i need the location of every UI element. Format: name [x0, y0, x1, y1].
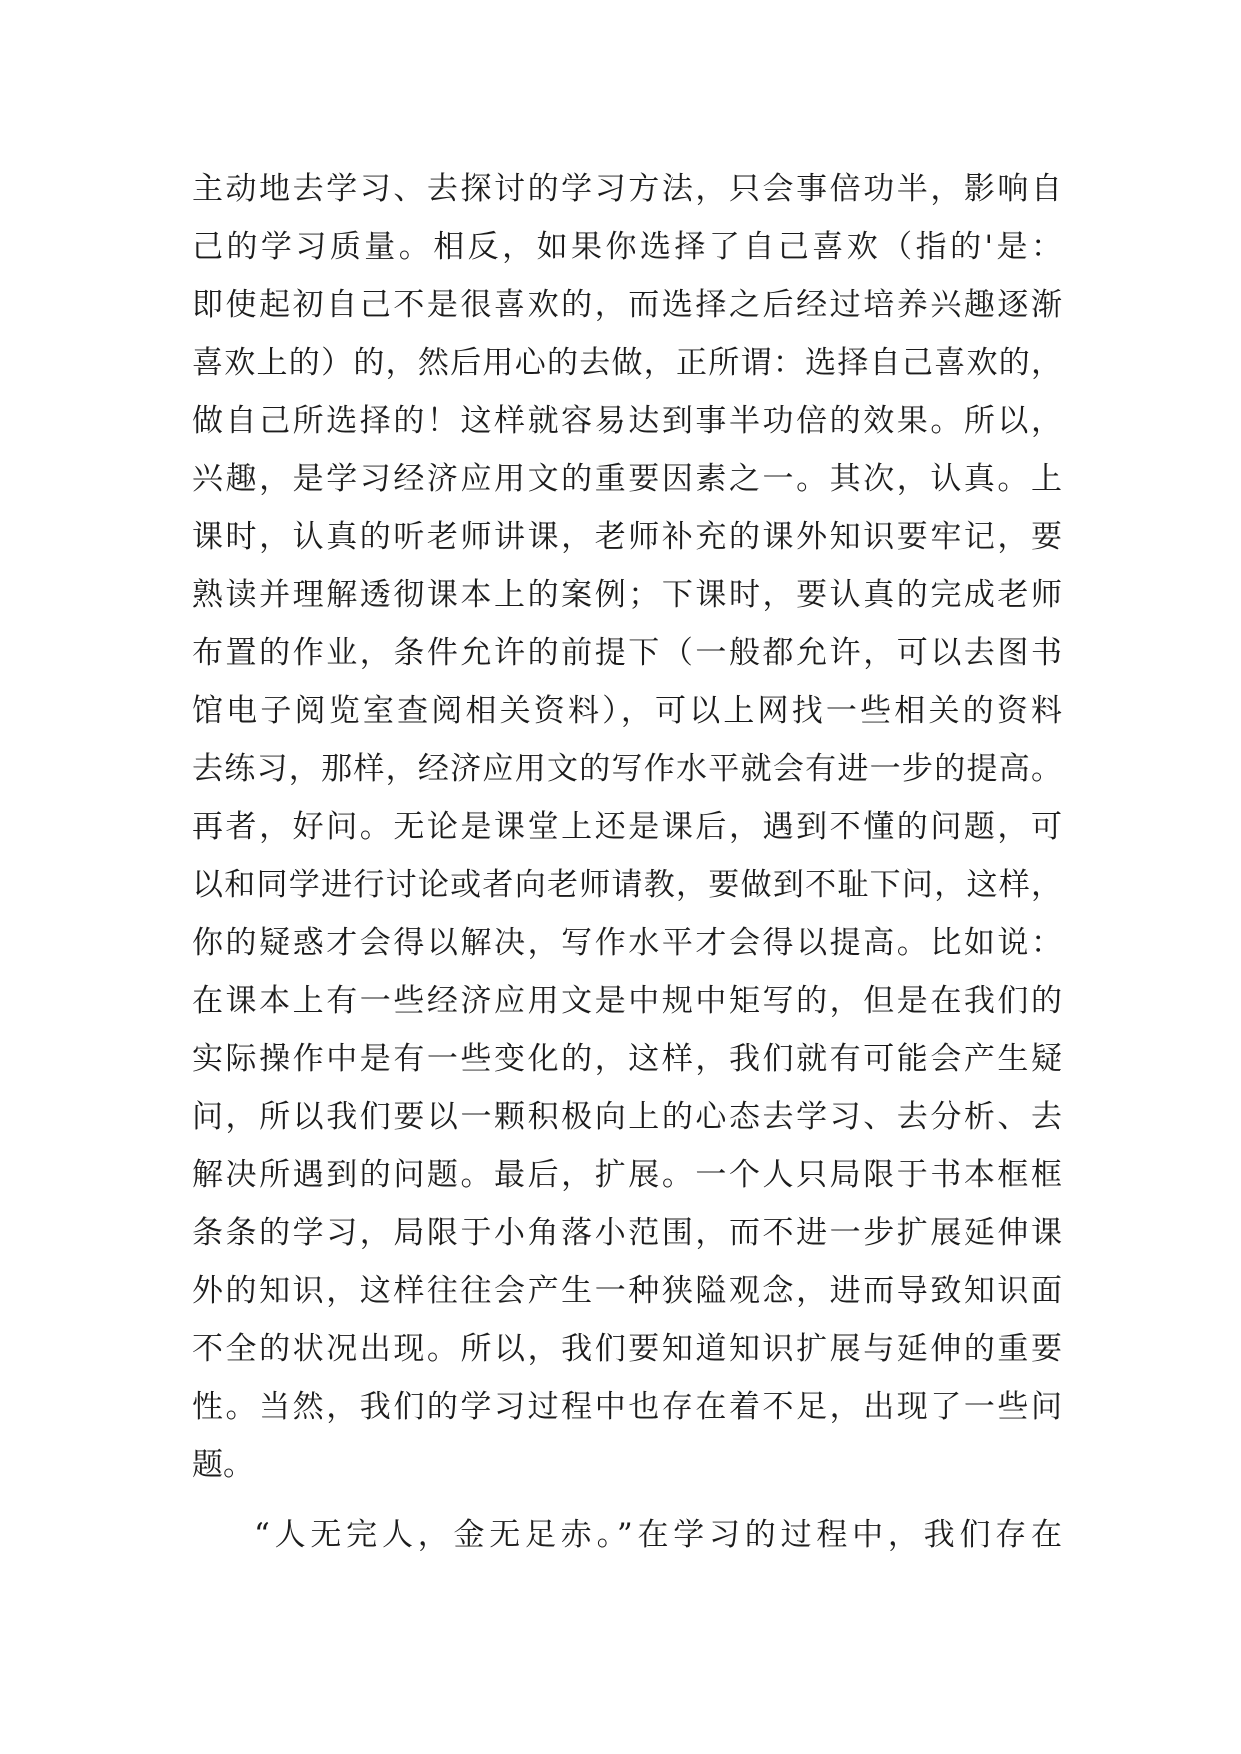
text-line: 做自己所选择的！这样就容易达到事半功倍的效果。所以，: [192, 403, 1062, 439]
text-line: 性。当然，我们的学习过程中也存在着不足，出现了一些问: [192, 1389, 1062, 1425]
text-line: 在课本上有一些经济应用文是中规中矩写的，但是在我们的: [192, 983, 1062, 1019]
paragraph-spacing: [192, 1494, 1062, 1506]
text-line: 兴趣，是学习经济应用文的重要因素之一。其次，认真。上: [192, 461, 1062, 497]
text-line: 你的疑惑才会得以解决，写作水平才会得以提高。比如说：: [192, 925, 1062, 961]
text-line: “人无完人，金无足赤。”在学习的过程中，我们存在: [254, 1517, 1062, 1553]
text-line: 喜欢上的）的，然后用心的去做，正所谓：选择自己喜欢的，: [192, 345, 1062, 381]
text-line: 己的学习质量。相反，如果你选择了自己喜欢（指的'是：: [192, 229, 1062, 265]
text-line: 馆电子阅览室查阅相关资料），可以上网找一些相关的资料: [192, 693, 1062, 729]
text-line: 题。: [192, 1447, 254, 1483]
text-line: 布置的作业，条件允许的前提下（一般都允许，可以去图书: [192, 635, 1062, 671]
text-line: 熟读并理解透彻课本上的案例；下课时，要认真的完成老师: [192, 577, 1062, 613]
text-line: 主动地去学习、去探讨的学习方法，只会事倍功半，影响自: [192, 171, 1062, 207]
text-line: 条条的学习，局限于小角落小范围，而不进一步扩展延伸课: [192, 1215, 1062, 1251]
paragraph-2: [192, 1506, 1062, 1564]
text-line: 解决所遇到的问题。最后，扩展。一个人只局限于书本框框: [192, 1157, 1062, 1193]
text-line: 以和同学进行讨论或者向老师请教，要做到不耻下问，这样，: [192, 867, 1062, 903]
text-line: 即使起初自己不是很喜欢的，而选择之后经过培养兴趣逐渐: [192, 287, 1062, 323]
text-line: 问，所以我们要以一颗积极向上的心态去学习、去分析、去: [192, 1099, 1062, 1135]
text-line: 去练习，那样，经济应用文的写作水平就会有进一步的提高。: [192, 751, 1062, 787]
text-line: 不全的状况出现。所以，我们要知道知识扩展与延伸的重要: [192, 1331, 1062, 1367]
paragraph-1: [192, 160, 1062, 1494]
body-text: [192, 160, 1062, 1564]
text-line: 课时，认真的听老师讲课，老师补充的课外知识要牢记，要: [192, 519, 1062, 555]
text-line: 实际操作中是有一些变化的，这样，我们就有可能会产生疑: [192, 1041, 1062, 1077]
text-line: 外的知识，这样往往会产生一种狭隘观念，进而导致知识面: [192, 1273, 1062, 1309]
text-line: 再者，好问。无论是课堂上还是课后，遇到不懂的问题，可: [192, 809, 1062, 845]
